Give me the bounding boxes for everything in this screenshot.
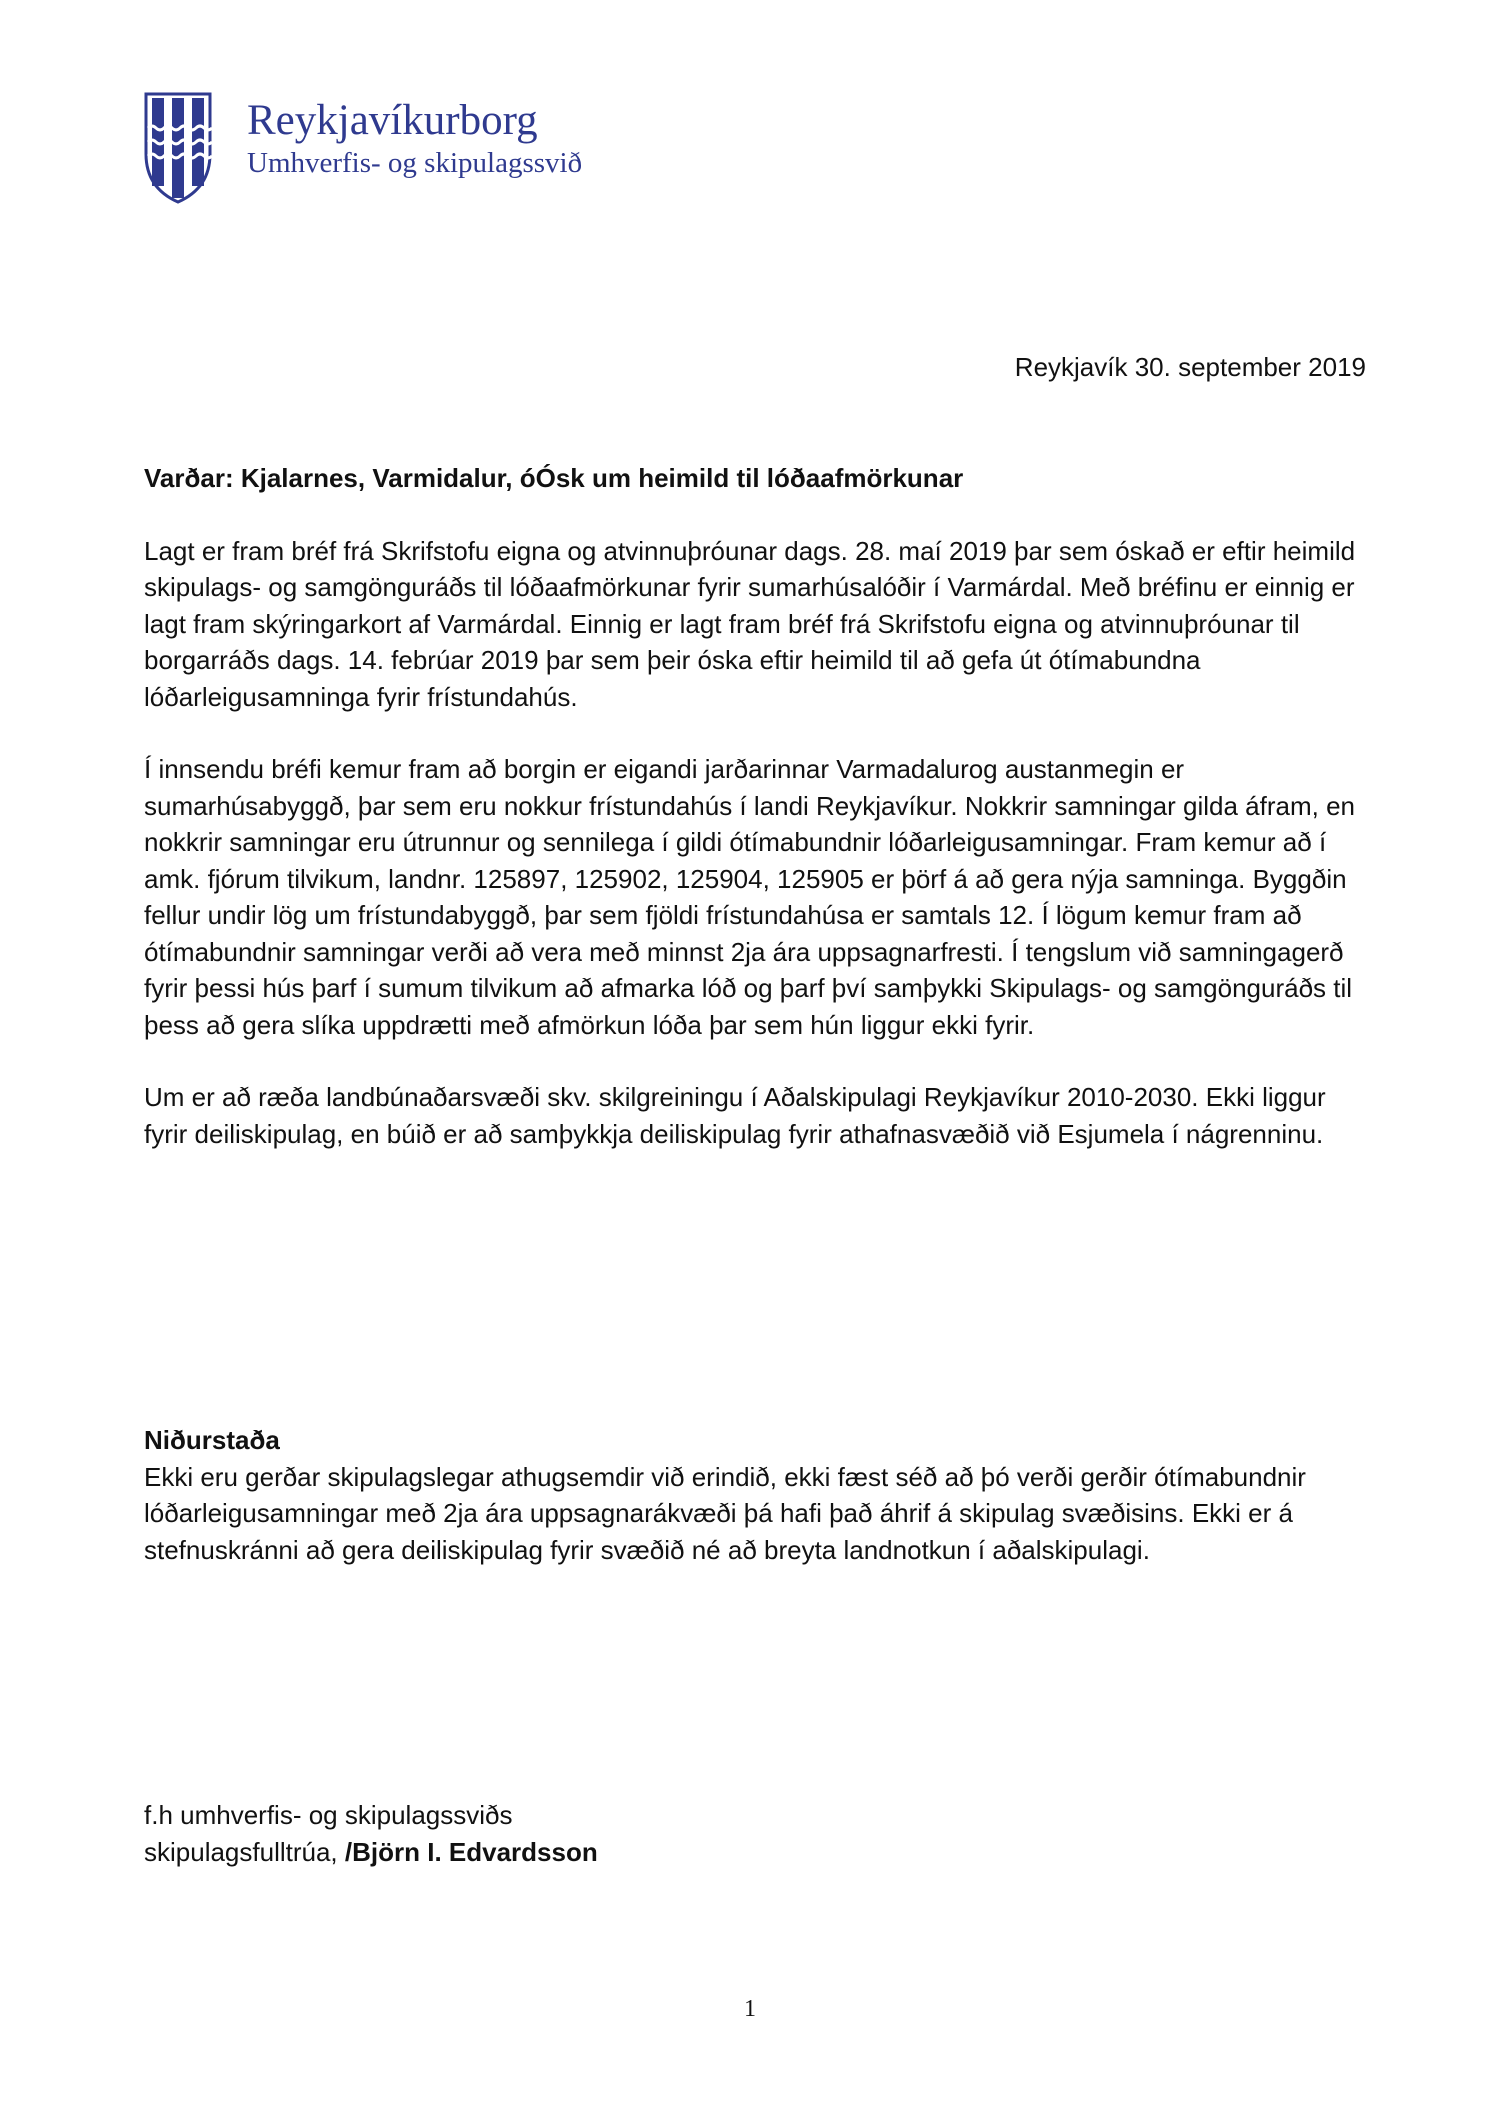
signature-name: /Björn I. Edvardsson bbox=[344, 1836, 598, 1867]
body-paragraph: Um er að ræða landbúnaðarsvæði skv. skilgreiningu í Aðalskipulagi Reykjavíkur 2010-2030. Ekki liggur fyrir deiliskipulag, en búið er að samþykkja deiliskipulag fyrir athafnasvæðið við Esjumela í nágrenninu. bbox=[144, 1082, 1326, 1149]
signature-block bbox=[144, 1797, 598, 1870]
document-body bbox=[144, 460, 1374, 1188]
org-name: Reykjavíkurborg bbox=[247, 97, 538, 144]
body-paragraph: Í innsendu bréfi kemur fram að borgin er eigandi jarðarinnar Varmadalurog austanmegin er sumarhúsabyggð, þar sem eru nokkur frístundahús í landi Reykjavíkur. Nokkrir samningar gilda áfram, en nokkrir samningar eru útrunnur og sennilega í gildi ótímabundnir lóðarleigusamningar. Fram kemur að í amk. fjórum tilvikum, landnr. 125897, 125902, 125904, 125905 er þörf á að gera nýja samninga. Byggðin fellur undir lög um frístundabyggð, þar sem fjöldi frístundahúsa er samtals 12. Í lögum kemur fram að ótímabundnir samningar verði að vera með minnst 2ja ára uppsagnarfresti. Í tengslum við samningagerð fyrir þessi hús þarf í sumum tilvikum að afmarka lóð og þarf því samþykki Skipulags- og samgönguráðs til þess að gera slíka uppdrætti með afmörkun lóða þar sem hún liggur ekki fyrir. bbox=[144, 754, 1356, 1040]
signature-line2 bbox=[144, 1834, 598, 1871]
conclusion-text: Ekki eru gerðar skipulagslegar athugsemdir við erindið, ekki fæst séð að þó verði gerðir ótímabundnir lóðarleigusamningar með 2ja ára uppsagnarákvæði þá hafi það áhrif á skipulag svæðisins. Ekki er á stefnuskránni að gera deiliskipulag fyrir svæðið né að breyta landnotkun í aðalskipulagi. bbox=[144, 1461, 1306, 1565]
body-paragraph: Lagt er fram bréf frá Skrifstofu eigna og atvinnuþróunar dags. 28. maí 2019 þar sem óskað er eftir heimild skipulags- og samgönguráðs til lóðaafmörkunar fyrir sumarhúsalóðir í Varmárdal. Með bréfinu er einnig er lagt fram skýringarkort af Varmárdal. Einnig er lagt fram bréf frá Skrifstofu eigna og atvinnuþróunar til borgarráðs dags. 14. febrúar 2019 þar sem þeir óska eftir heimild til að gefa út ótímabundna lóðarleigusamninga fyrir frístundahús. bbox=[144, 535, 1356, 712]
reykjavik-coat-of-arms-icon bbox=[144, 92, 212, 204]
conclusion-section bbox=[144, 1422, 1374, 1568]
signature-line1: f.h umhverfis- og skipulagssviðs bbox=[144, 1800, 513, 1830]
subject-line: Varðar: Kjalarnes, Varmidalur, óÓsk um heimild til lóðaafmörkunar bbox=[144, 463, 964, 493]
date-line: Reykjavík 30. september 2019 bbox=[1014, 352, 1366, 382]
department-name: Umhverfis- og skipulagssvið bbox=[247, 147, 583, 179]
conclusion-heading: Niðurstaða bbox=[144, 1425, 280, 1455]
page-number: 1 bbox=[744, 1996, 756, 2022]
signature-role: skipulagsfulltrúa, bbox=[144, 1836, 345, 1867]
